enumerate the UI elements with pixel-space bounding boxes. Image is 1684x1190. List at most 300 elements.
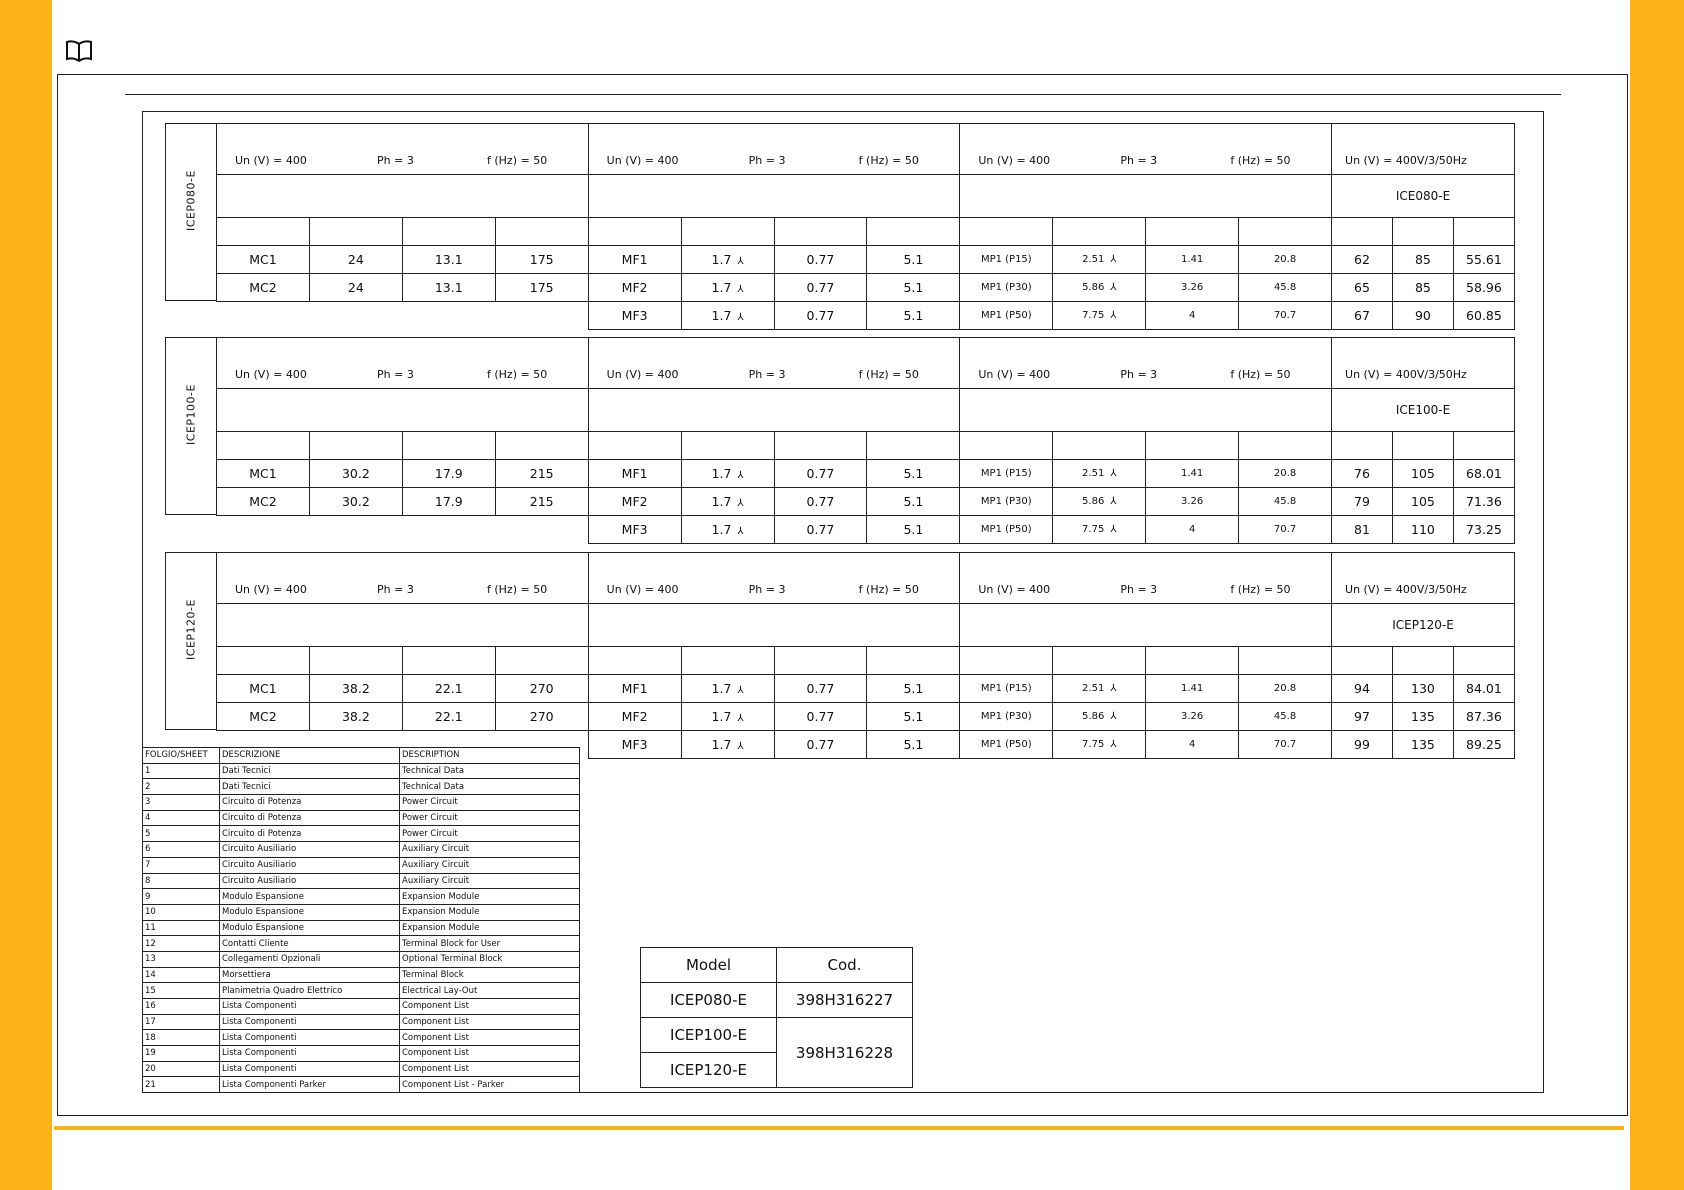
total-cell: 55.61 (1453, 246, 1514, 274)
section-title-cell (960, 175, 1332, 218)
pump-cell (1239, 675, 1332, 703)
supply-label: Ph = 3 (748, 368, 786, 381)
pump-value: 1.41 (1181, 683, 1204, 694)
column-header-cell (402, 647, 495, 675)
column-header-cell (217, 218, 310, 246)
fan-cell (588, 246, 681, 274)
legend-cell: 16 (143, 999, 220, 1015)
column-header-cell (1453, 432, 1514, 460)
column-header-cell (774, 432, 867, 460)
fan-value: MF2 (621, 494, 648, 509)
supply-label: Un (V) = 400V/3/50Hz (1345, 154, 1467, 167)
legend-row (143, 842, 580, 858)
legend-cell: Circuito di Potenza (220, 826, 400, 842)
column-header-cell (588, 647, 681, 675)
fan-value: 1.7 (711, 466, 732, 481)
fan-value: MF2 (621, 280, 648, 295)
star-connection-icon: ⅄ (1110, 683, 1117, 694)
column-header-cell (1146, 432, 1239, 460)
pump-value: MP1 (P30) (980, 282, 1032, 293)
legend-row (143, 889, 580, 905)
legend-cell: Power Circuit (400, 810, 580, 826)
legend-row (143, 763, 580, 779)
fan-cell (774, 274, 867, 302)
fan-supply-header (588, 553, 960, 604)
pump-cell (960, 516, 1053, 544)
pump-value: MP1 (P50) (980, 739, 1032, 750)
pump-cell (1053, 488, 1146, 516)
code-header-model: Model (641, 948, 777, 983)
empty-cell (495, 302, 588, 330)
star-connection-icon: ⅄ (1110, 524, 1117, 535)
fan-cell (867, 675, 960, 703)
legend-row (143, 1077, 580, 1093)
pump-cell (960, 246, 1053, 274)
column-header-cell (1053, 218, 1146, 246)
total-supply-header (1332, 553, 1515, 604)
legend-row (143, 951, 580, 967)
legend-cell: 10 (143, 904, 220, 920)
pump-value: 5.86 (1082, 282, 1105, 293)
fan-cell (588, 703, 681, 731)
total-model-label: ICEP120-E (1332, 604, 1515, 647)
model-label: ICEP100-E (184, 384, 198, 445)
legend-cell: 13 (143, 951, 220, 967)
column-header-cell (217, 432, 310, 460)
column-header-cell (1332, 647, 1393, 675)
legend-cell: Auxiliary Circuit (400, 857, 580, 873)
pump-cell (1239, 731, 1332, 759)
legend-cell: 4 (143, 810, 220, 826)
compressor-cell: 24 (309, 274, 402, 302)
compressor-cell: 215 (495, 488, 588, 516)
fan-supply-header (588, 124, 960, 175)
compressor-cell: 22.1 (402, 675, 495, 703)
supply-label: f (Hz) = 50 (1230, 583, 1291, 596)
legend-cell: 15 (143, 983, 220, 999)
legend-cell: Modulo Espansione (220, 920, 400, 936)
compressor-supply-header (217, 338, 589, 389)
fan-cell (681, 302, 774, 330)
pump-cell (1239, 302, 1332, 330)
column-header-cell (1053, 432, 1146, 460)
fan-value: 1.7 (711, 737, 732, 752)
supply-label: Un (V) = 400V/3/50Hz (1345, 368, 1467, 381)
fan-value: MF3 (621, 522, 648, 537)
pump-cell (1146, 516, 1239, 544)
model-data-table (216, 337, 1515, 544)
pump-value: 2.51 (1082, 683, 1105, 694)
legend-cell: Technical Data (400, 779, 580, 795)
legend-cell: Component List (400, 1061, 580, 1077)
fan-value: 5.1 (903, 252, 924, 267)
star-connection-icon: ⅄ (737, 526, 744, 537)
legend-cell: Circuito Ausiliario (220, 873, 400, 889)
fan-cell (774, 703, 867, 731)
total-cell: 85 (1392, 246, 1453, 274)
star-connection-icon: ⅄ (737, 470, 744, 481)
pump-value: MP1 (P30) (980, 496, 1032, 507)
compressor-cell: 270 (495, 703, 588, 731)
legend-cell: 12 (143, 936, 220, 952)
fan-value: 1.7 (711, 522, 732, 537)
total-cell: 76 (1332, 460, 1393, 488)
fan-cell (867, 703, 960, 731)
pump-cell (1053, 246, 1146, 274)
pump-value: 4 (1188, 310, 1196, 321)
legend-cell: Component List - Parker (400, 1077, 580, 1093)
model-label: ICEP120-E (184, 599, 198, 660)
legend-header: DESCRIPTION (400, 748, 580, 764)
pump-value: 2.51 (1082, 468, 1105, 479)
legend-row (143, 999, 580, 1015)
total-cell: 99 (1332, 731, 1393, 759)
star-connection-icon: ⅄ (737, 312, 744, 323)
legend-cell: 19 (143, 1046, 220, 1062)
compressor-cell: 13.1 (402, 246, 495, 274)
column-header-cell (217, 647, 310, 675)
supply-label: f (Hz) = 50 (487, 368, 548, 381)
legend-cell: Morsettiera (220, 967, 400, 983)
pump-cell (1239, 246, 1332, 274)
total-cell: 65 (1332, 274, 1393, 302)
fan-value: MF1 (621, 466, 648, 481)
supply-label: f (Hz) = 50 (858, 583, 919, 596)
fan-value: 0.77 (806, 308, 835, 323)
column-header-cell (774, 647, 867, 675)
model-data-table (216, 123, 1515, 330)
legend-cell: 18 (143, 1030, 220, 1046)
legend-cell: Terminal Block (400, 967, 580, 983)
column-header-cell (774, 218, 867, 246)
pump-value: 20.8 (1273, 254, 1297, 265)
pump-cell (1053, 274, 1146, 302)
pump-value: 45.8 (1273, 282, 1297, 293)
fan-value: 0.77 (806, 280, 835, 295)
supply-label: Un (V) = 400 (978, 368, 1051, 381)
column-header-cell (1332, 218, 1393, 246)
pump-value: 70.7 (1273, 524, 1297, 535)
total-cell: 60.85 (1453, 302, 1514, 330)
column-header-cell (1146, 218, 1239, 246)
column-header-cell (1453, 647, 1514, 675)
column-header-cell (588, 218, 681, 246)
section-title-cell (217, 389, 589, 432)
fan-cell (681, 274, 774, 302)
pump-cell (1053, 460, 1146, 488)
column-header-cell (309, 218, 402, 246)
pump-cell (1053, 302, 1146, 330)
supply-label: Un (V) = 400 (235, 368, 307, 381)
legend-cell: Power Circuit (400, 826, 580, 842)
legend-row (143, 826, 580, 842)
fan-value: 5.1 (903, 737, 924, 752)
column-header-cell (1053, 647, 1146, 675)
star-connection-icon: ⅄ (737, 713, 744, 724)
column-header-cell (402, 432, 495, 460)
star-connection-icon: ⅄ (1110, 711, 1117, 722)
pump-cell (1239, 488, 1332, 516)
fan-value: 5.1 (903, 466, 924, 481)
supply-label: Un (V) = 400 (606, 154, 679, 167)
legend-cell: Component List (400, 1030, 580, 1046)
column-header-cell (1239, 218, 1332, 246)
total-cell: 73.25 (1453, 516, 1514, 544)
pump-cell (1053, 516, 1146, 544)
fan-cell (774, 516, 867, 544)
legend-row (143, 904, 580, 920)
legend-cell: 9 (143, 889, 220, 905)
compressor-cell: 17.9 (402, 488, 495, 516)
fan-cell (774, 731, 867, 759)
supply-label: Un (V) = 400 (978, 154, 1051, 167)
model-label-cell (165, 337, 216, 515)
legend-cell: Terminal Block for User (400, 936, 580, 952)
pump-value: MP1 (P15) (980, 683, 1032, 694)
pump-value: 4 (1188, 524, 1196, 535)
legend-cell: Lista Componenti (220, 1014, 400, 1030)
star-connection-icon: ⅄ (1110, 496, 1117, 507)
fan-cell (588, 516, 681, 544)
code-header-cod: Cod. (777, 948, 913, 983)
pump-value: 2.51 (1082, 254, 1105, 265)
supply-label: Un (V) = 400 (235, 583, 307, 596)
model-code-table (640, 947, 913, 1088)
legend-header: DESCRIZIONE (220, 748, 400, 764)
supply-label: Ph = 3 (1120, 583, 1158, 596)
supply-label: Ph = 3 (377, 154, 414, 167)
legend-row (143, 795, 580, 811)
supply-label: f (Hz) = 50 (858, 368, 919, 381)
empty-cell (495, 516, 588, 544)
legend-cell: Technical Data (400, 763, 580, 779)
pump-value: MP1 (P15) (980, 254, 1032, 265)
legend-cell: Auxiliary Circuit (400, 842, 580, 858)
legend-cell: Optional Terminal Block (400, 951, 580, 967)
compressor-cell: 215 (495, 460, 588, 488)
pump-value: 20.8 (1273, 683, 1297, 694)
column-header-cell (495, 218, 588, 246)
compressor-cell: 22.1 (402, 703, 495, 731)
fan-supply-header (588, 338, 960, 389)
fan-cell (774, 460, 867, 488)
fan-value: MF1 (621, 681, 648, 696)
legend-row (143, 936, 580, 952)
legend-cell: 3 (143, 795, 220, 811)
fan-value: 1.7 (711, 252, 732, 267)
section-title-cell (588, 175, 960, 218)
supply-label: Ph = 3 (1120, 154, 1158, 167)
fan-cell (681, 460, 774, 488)
total-cell: 68.01 (1453, 460, 1514, 488)
pump-cell (1053, 731, 1146, 759)
legend-cell: Power Circuit (400, 795, 580, 811)
supply-label: Un (V) = 400 (978, 583, 1051, 596)
supply-label: Un (V) = 400 (606, 583, 679, 596)
legend-cell: Expansion Module (400, 920, 580, 936)
fan-value: 1.7 (711, 494, 732, 509)
column-header-cell (495, 432, 588, 460)
fan-cell (867, 302, 960, 330)
column-header-cell (1239, 432, 1332, 460)
pump-cell (1146, 302, 1239, 330)
pump-value: 45.8 (1273, 711, 1297, 722)
compressor-cell: MC1 (217, 675, 310, 703)
total-cell: 135 (1392, 731, 1453, 759)
pump-value: MP1 (P30) (980, 711, 1032, 722)
pump-value: 5.86 (1082, 496, 1105, 507)
pump-supply-header (960, 124, 1332, 175)
pump-value: 3.26 (1181, 496, 1204, 507)
fan-value: MF3 (621, 308, 648, 323)
pump-value: 1.41 (1181, 468, 1204, 479)
section-title-cell (217, 604, 589, 647)
column-header-cell (1239, 647, 1332, 675)
total-supply-header (1332, 124, 1515, 175)
pump-cell (960, 675, 1053, 703)
section-title-cell (960, 604, 1332, 647)
total-cell: 67 (1332, 302, 1393, 330)
supply-label: Ph = 3 (1120, 368, 1158, 381)
empty-cell (217, 516, 310, 544)
model-label-cell (165, 123, 216, 301)
pump-value: MP1 (P50) (980, 310, 1032, 321)
legend-cell: Lista Componenti (220, 1061, 400, 1077)
column-header-cell (867, 218, 960, 246)
fan-cell (588, 731, 681, 759)
compressor-cell: MC1 (217, 460, 310, 488)
pump-cell (960, 731, 1053, 759)
pump-value: 5.86 (1082, 711, 1105, 722)
column-header-cell (960, 218, 1053, 246)
fan-value: 5.1 (903, 709, 924, 724)
total-cell: 84.01 (1453, 675, 1514, 703)
pump-value: MP1 (P15) (980, 468, 1032, 479)
star-connection-icon: ⅄ (737, 685, 744, 696)
model-data-table (216, 552, 1515, 759)
total-cell: 85 (1392, 274, 1453, 302)
compressor-supply-header (217, 124, 589, 175)
top-rule (125, 94, 1561, 95)
legend-cell: Modulo Espansione (220, 904, 400, 920)
total-cell: 94 (1332, 675, 1393, 703)
legend-cell: Dati Tecnici (220, 779, 400, 795)
code-model: ICEP120-E (641, 1053, 777, 1088)
legend-cell: Lista Componenti Parker (220, 1077, 400, 1093)
star-connection-icon: ⅄ (1110, 468, 1117, 479)
star-connection-icon: ⅄ (737, 256, 744, 267)
compressor-cell: 17.9 (402, 460, 495, 488)
supply-label: Ph = 3 (748, 583, 786, 596)
legend-cell: Collegamenti Opzionali (220, 951, 400, 967)
empty-cell (402, 516, 495, 544)
star-connection-icon: ⅄ (737, 498, 744, 509)
pump-value: 45.8 (1273, 496, 1297, 507)
star-connection-icon: ⅄ (737, 284, 744, 295)
legend-row (143, 810, 580, 826)
pump-cell (1146, 488, 1239, 516)
fan-value: 1.7 (711, 709, 732, 724)
compressor-cell: 270 (495, 675, 588, 703)
total-cell: 97 (1332, 703, 1393, 731)
column-header-cell (309, 647, 402, 675)
code-value: 398H316228 (777, 1018, 913, 1088)
star-connection-icon: ⅄ (737, 741, 744, 752)
supply-label: Ph = 3 (377, 583, 414, 596)
pump-value: 7.75 (1082, 739, 1105, 750)
column-header-cell (1332, 432, 1393, 460)
legend-row (143, 779, 580, 795)
legend-row (143, 1046, 580, 1062)
total-model-label: ICE080-E (1332, 175, 1515, 218)
column-header-cell (681, 432, 774, 460)
pump-cell (1239, 274, 1332, 302)
compressor-cell: MC2 (217, 703, 310, 731)
fan-value: 0.77 (806, 494, 835, 509)
fan-cell (588, 460, 681, 488)
book-icon (66, 40, 92, 62)
star-connection-icon: ⅄ (1110, 254, 1117, 265)
supply-label: f (Hz) = 50 (1230, 154, 1291, 167)
fan-cell (774, 675, 867, 703)
fan-value: 1.7 (711, 280, 732, 295)
pump-value: 3.26 (1181, 711, 1204, 722)
total-cell: 105 (1392, 488, 1453, 516)
empty-cell (309, 516, 402, 544)
compressor-cell: MC2 (217, 274, 310, 302)
supply-label: f (Hz) = 50 (1230, 368, 1291, 381)
pump-value: 20.8 (1273, 468, 1297, 479)
legend-cell: Component List (400, 1046, 580, 1062)
legend-cell: Circuito di Potenza (220, 810, 400, 826)
legend-cell: 5 (143, 826, 220, 842)
fan-value: 0.77 (806, 522, 835, 537)
supply-label: Ph = 3 (748, 154, 786, 167)
total-cell: 58.96 (1453, 274, 1514, 302)
fan-cell (681, 488, 774, 516)
pump-value: 3.26 (1181, 282, 1204, 293)
fan-cell (867, 460, 960, 488)
fan-value: 1.7 (711, 308, 732, 323)
legend-cell: Circuito Ausiliario (220, 857, 400, 873)
fan-cell (774, 302, 867, 330)
total-cell: 110 (1392, 516, 1453, 544)
legend-cell: 7 (143, 857, 220, 873)
column-header-cell (1392, 432, 1453, 460)
legend-row (143, 1014, 580, 1030)
compressor-cell: MC2 (217, 488, 310, 516)
supply-label: Un (V) = 400V/3/50Hz (1345, 583, 1467, 596)
legend-cell: Lista Componenti (220, 1046, 400, 1062)
supply-label: f (Hz) = 50 (487, 154, 548, 167)
fan-cell (867, 274, 960, 302)
fan-value: 0.77 (806, 466, 835, 481)
column-header-cell (960, 432, 1053, 460)
total-cell: 90 (1392, 302, 1453, 330)
total-supply-header (1332, 338, 1515, 389)
compressor-cell: MC1 (217, 246, 310, 274)
fan-cell (588, 302, 681, 330)
pump-value: 70.7 (1273, 739, 1297, 750)
fan-value: 5.1 (903, 522, 924, 537)
pump-value: MP1 (P50) (980, 524, 1032, 535)
code-value: 398H316227 (777, 983, 913, 1018)
model-label: ICEP080-E (184, 170, 198, 231)
fan-cell (774, 488, 867, 516)
pump-cell (960, 274, 1053, 302)
legend-row (143, 1061, 580, 1077)
pump-value: 7.75 (1082, 310, 1105, 321)
